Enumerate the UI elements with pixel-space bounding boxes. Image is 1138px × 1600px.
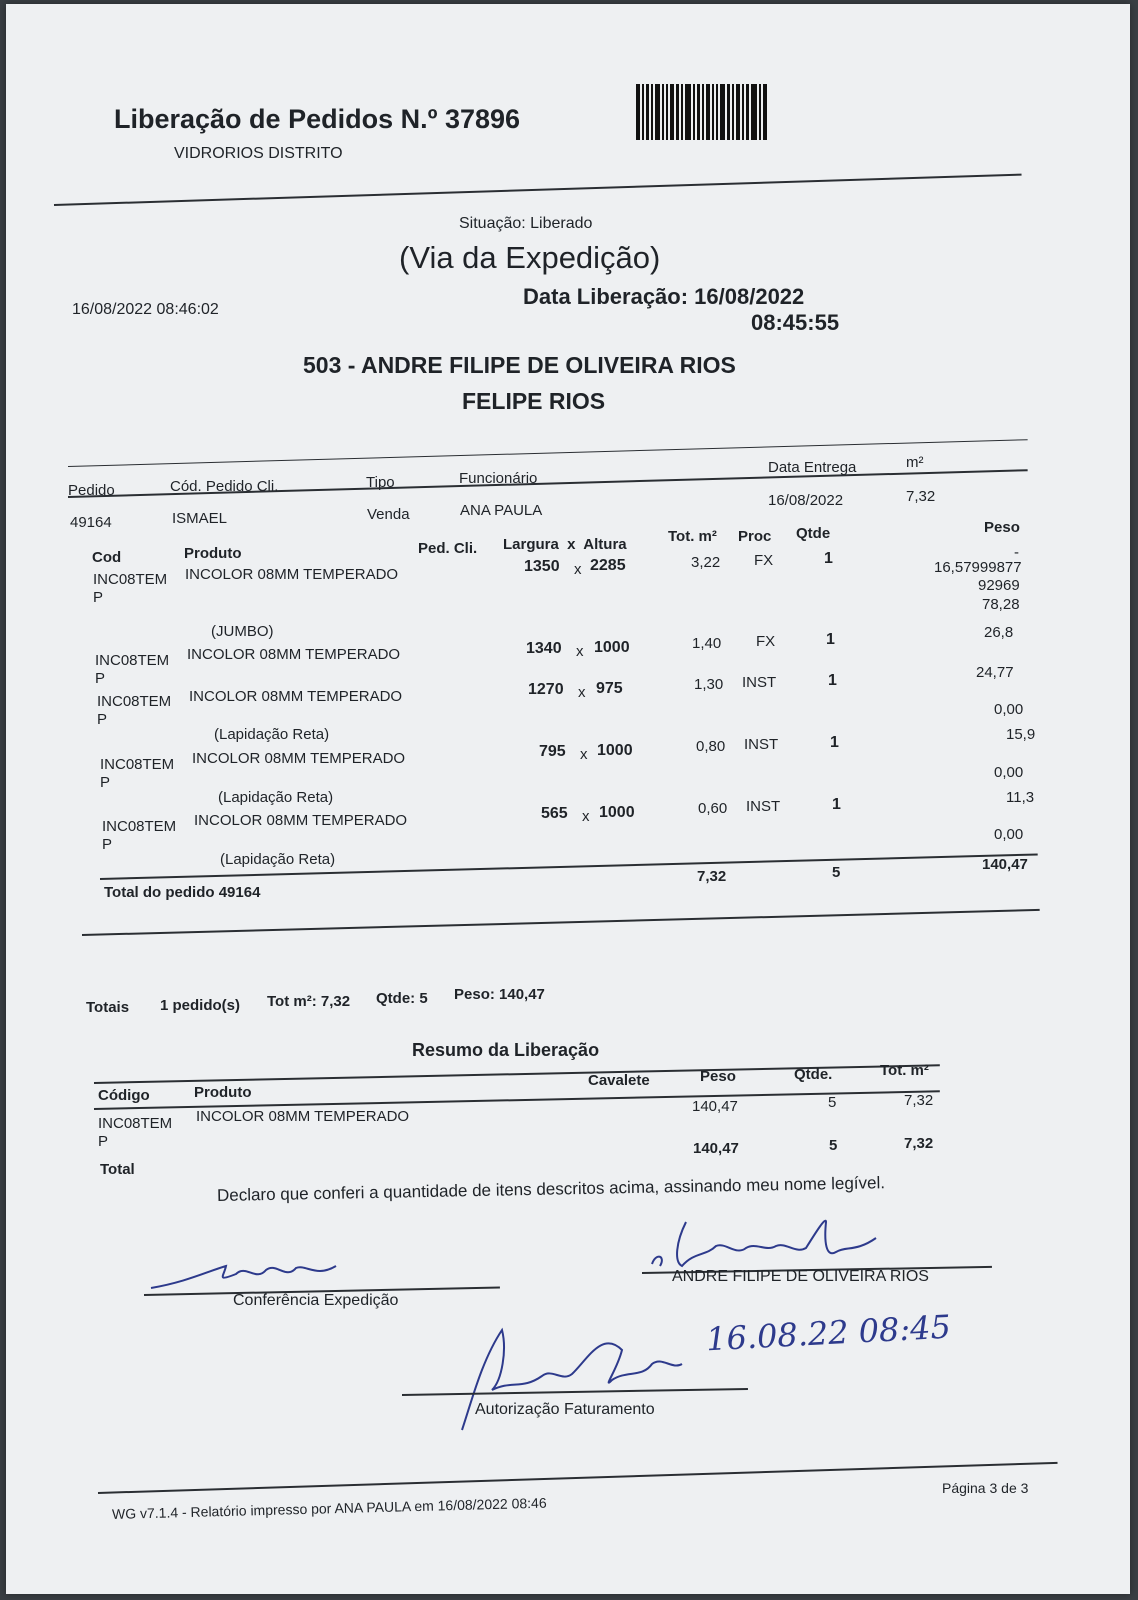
row-x: x — [576, 643, 584, 660]
row-proc: FX — [756, 633, 776, 650]
row-produto: INCOLOR 08MM TEMPERADO — [194, 812, 408, 829]
divider — [98, 1462, 1058, 1494]
row-cod: INC08TEM — [100, 756, 175, 773]
col-ped-cli: Ped. Cli. — [418, 540, 478, 557]
row-cod-suffix: P — [102, 836, 113, 853]
row-x: x — [582, 808, 590, 825]
row-tot: 0,60 — [698, 800, 728, 817]
divider — [82, 909, 1040, 936]
data-entrega-label: Data Entrega — [768, 459, 857, 476]
situacao-label: Situação: Liberado — [459, 215, 593, 232]
row-peso: 15,9 — [1006, 726, 1036, 743]
resumo-col-produto: Produto — [194, 1084, 252, 1101]
row-cod: INC08TEM — [95, 652, 170, 669]
tipo-value: Venda — [367, 506, 410, 523]
barcode-bar — [685, 84, 691, 140]
barcode-bar — [693, 84, 695, 140]
row-cod-suffix: P — [100, 774, 111, 791]
col-proc: Proc — [738, 528, 772, 545]
footer-printed-by: WG v7.1.4 - Relatório impresso por ANA PAULA em 16/08/2022 08:46 — [111, 1494, 547, 1522]
row-obs: (JUMBO) — [211, 623, 274, 640]
barcode-bar — [636, 84, 640, 140]
m2-label: m² — [906, 454, 924, 471]
row-largura: 1270 — [528, 681, 564, 698]
row-proc: INST — [744, 736, 779, 753]
barcode-bar — [712, 84, 714, 140]
divider — [54, 174, 1022, 206]
signature-autorizacao — [452, 1320, 692, 1440]
resumo-row-peso: 140,47 — [692, 1098, 738, 1115]
row-qtde: 1 — [824, 550, 833, 567]
row-qtde: 1 — [830, 734, 839, 751]
row-proc: FX — [754, 552, 774, 569]
cod-pedido-cli-label: Cód. Pedido Cli. — [170, 478, 279, 495]
row-largura: 795 — [539, 743, 566, 760]
row-tot: 3,22 — [691, 554, 721, 571]
row-tot: 0,80 — [696, 738, 726, 755]
resumo-col-cavalete: Cavalete — [588, 1072, 650, 1089]
row-x: x — [578, 684, 586, 701]
barcode-bar — [662, 84, 664, 140]
resumo-total-tot-m2: 7,32 — [904, 1135, 934, 1152]
row-peso-extra: 0,00 — [994, 764, 1024, 781]
totais-m2: Tot m²: 7,32 — [267, 993, 351, 1010]
row-peso-extra: 0,00 — [994, 826, 1024, 843]
handwritten-date: 16.08.22 08:45 — [705, 1307, 952, 1359]
totais-qtde: Qtde: 5 — [376, 990, 428, 1007]
row-altura: 2285 — [590, 557, 626, 574]
resumo-row-produto: INCOLOR 08MM TEMPERADO — [196, 1108, 410, 1125]
total-pedido-peso: 140,47 — [982, 856, 1028, 873]
row-cod-suffix: P — [95, 670, 106, 687]
resumo-title: Resumo da Liberação — [412, 1040, 600, 1060]
row-peso-dash: - — [1014, 544, 1019, 561]
signature-label-autorizacao: Autorização Faturamento — [475, 1401, 655, 1418]
barcode — [636, 84, 808, 140]
row-cod: INC08TEM — [93, 571, 168, 588]
barcode-bar — [676, 84, 679, 140]
barcode-bar — [746, 84, 749, 140]
col-largura-altura: Largura x Altura — [503, 536, 627, 553]
data-liberacao-time: 08:45:55 — [751, 310, 840, 335]
row-tot: 1,30 — [694, 676, 724, 693]
data-entrega-value: 16/08/2022 — [768, 492, 844, 509]
row-peso: 78,28 — [982, 596, 1020, 613]
totais-label: Totais — [86, 999, 130, 1016]
row-peso-extra: 0,00 — [994, 701, 1024, 718]
barcode-bar — [651, 84, 653, 140]
row-proc: INST — [746, 798, 781, 815]
company-name: VIDRORIOS DISTRITO — [174, 145, 343, 162]
row-produto: INCOLOR 08MM TEMPERADO — [192, 750, 406, 767]
row-altura: 1000 — [594, 639, 630, 656]
resumo-row-codigo: INC08TEM — [98, 1115, 173, 1132]
declaration-text: Declaro que conferi a quantidade de itens descritos acima, assinando meu nome legível. — [216, 1173, 886, 1205]
row-x: x — [580, 746, 588, 763]
col-qtde: Qtde — [796, 525, 831, 542]
client-name: 503 - ANDRE FILIPE DE OLIVEIRA RIOS — [303, 352, 736, 378]
pedido-label: Pedido — [68, 482, 115, 499]
resumo-row-qtde: 5 — [828, 1094, 837, 1111]
cod-pedido-cli-value: ISMAEL — [172, 510, 228, 527]
barcode-bar — [727, 84, 730, 140]
col-peso: Peso — [984, 519, 1020, 536]
totais-peso: Peso: 140,47 — [454, 986, 545, 1003]
resumo-col-qtde: Qtde. — [794, 1066, 833, 1083]
row-produto: INCOLOR 08MM TEMPERADO — [185, 566, 399, 583]
resumo-col-peso: Peso — [700, 1068, 736, 1085]
row-largura: 565 — [541, 805, 568, 822]
barcode-bar — [716, 84, 718, 140]
resumo-total-peso: 140,47 — [693, 1140, 739, 1157]
barcode-bar — [642, 84, 644, 140]
resumo-row-tot-m2: 7,32 — [904, 1092, 934, 1109]
resumo-total-label: Total — [100, 1161, 135, 1178]
total-pedido-m2: 7,32 — [697, 868, 727, 885]
barcode-bar — [720, 84, 725, 140]
barcode-bar — [763, 84, 767, 140]
row-altura: 1000 — [599, 804, 635, 821]
resumo-row-codigo-suffix: P — [98, 1133, 109, 1150]
barcode-bar — [736, 84, 740, 140]
print-datetime: 16/08/2022 08:46:02 — [72, 301, 219, 318]
row-peso-detail: 16,57999877 — [934, 559, 1022, 576]
row-peso-detail: 92969 — [978, 577, 1020, 594]
funcionario-label: Funcionário — [459, 470, 538, 487]
row-cod-suffix: P — [93, 589, 104, 606]
totais-pedidos: 1 pedido(s) — [160, 997, 241, 1014]
footer-page: Página 3 de 3 — [942, 1480, 1029, 1496]
document-title: Liberação de Pedidos N.º 37896 — [114, 104, 521, 134]
barcode-bar — [732, 84, 734, 140]
row-cod-suffix: P — [97, 711, 108, 728]
signature-label-cliente: ANDRE FILIPE DE OLIVEIRA RIOS — [672, 1268, 929, 1285]
barcode-bar — [702, 84, 704, 140]
row-largura: 1350 — [524, 558, 560, 575]
resumo-col-tot-m2: Tot. m² — [880, 1062, 929, 1079]
row-peso: 11,3 — [1006, 789, 1035, 806]
divider — [68, 439, 1028, 467]
row-peso: 24,77 — [976, 664, 1014, 681]
row-cod: INC08TEM — [102, 818, 177, 835]
row-tot: 1,40 — [692, 635, 722, 652]
barcode-bar — [646, 84, 649, 140]
signature-label-conferencia: Conferência Expedição — [233, 1292, 399, 1309]
signature-cliente — [646, 1212, 906, 1272]
barcode-bar — [697, 84, 700, 140]
barcode-bar — [655, 84, 660, 140]
m2-value: 7,32 — [906, 488, 936, 505]
row-peso: 26,8 — [984, 624, 1014, 641]
tipo-label: Tipo — [366, 474, 395, 491]
document-page — [6, 4, 1130, 1594]
row-proc: INST — [742, 674, 777, 691]
col-tot-m2: Tot. m² — [668, 528, 717, 545]
row-qtde: 1 — [828, 672, 837, 689]
barcode-bar — [666, 84, 668, 140]
row-qtde: 1 — [826, 631, 835, 648]
barcode-bar — [751, 84, 757, 140]
row-qtde: 1 — [832, 796, 841, 813]
pedido-value: 49164 — [70, 514, 112, 531]
barcode-bar — [706, 84, 710, 140]
row-obs: (Lapidação Reta) — [218, 789, 334, 806]
row-cod: INC08TEM — [97, 693, 172, 710]
total-pedido-label: Total do pedido 49164 — [104, 884, 261, 901]
via-label: (Via da Expedição) — [399, 240, 661, 275]
row-obs: (Lapidação Reta) — [214, 726, 330, 743]
total-pedido-qtde: 5 — [832, 864, 841, 881]
resumo-col-codigo: Código — [98, 1087, 150, 1104]
client-nickname: FELIPE RIOS — [462, 388, 606, 414]
resumo-total-qtde: 5 — [829, 1137, 838, 1154]
row-largura: 1340 — [526, 640, 562, 657]
barcode-bar — [670, 84, 674, 140]
data-liberacao: Data Liberação: 16/08/2022 — [523, 284, 805, 309]
barcode-bar — [742, 84, 744, 140]
col-produto: Produto — [184, 545, 242, 562]
row-produto: INCOLOR 08MM TEMPERADO — [187, 646, 401, 663]
funcionario-value: ANA PAULA — [460, 502, 543, 519]
row-x: x — [574, 561, 582, 578]
barcode-bar — [759, 84, 761, 140]
barcode-bar — [681, 84, 683, 140]
row-obs: (Lapidação Reta) — [220, 851, 336, 868]
row-altura: 1000 — [597, 742, 633, 759]
col-cod: Cod — [92, 549, 122, 566]
row-altura: 975 — [596, 680, 623, 697]
signature-conferencia — [146, 1252, 386, 1292]
row-produto: INCOLOR 08MM TEMPERADO — [189, 688, 403, 705]
